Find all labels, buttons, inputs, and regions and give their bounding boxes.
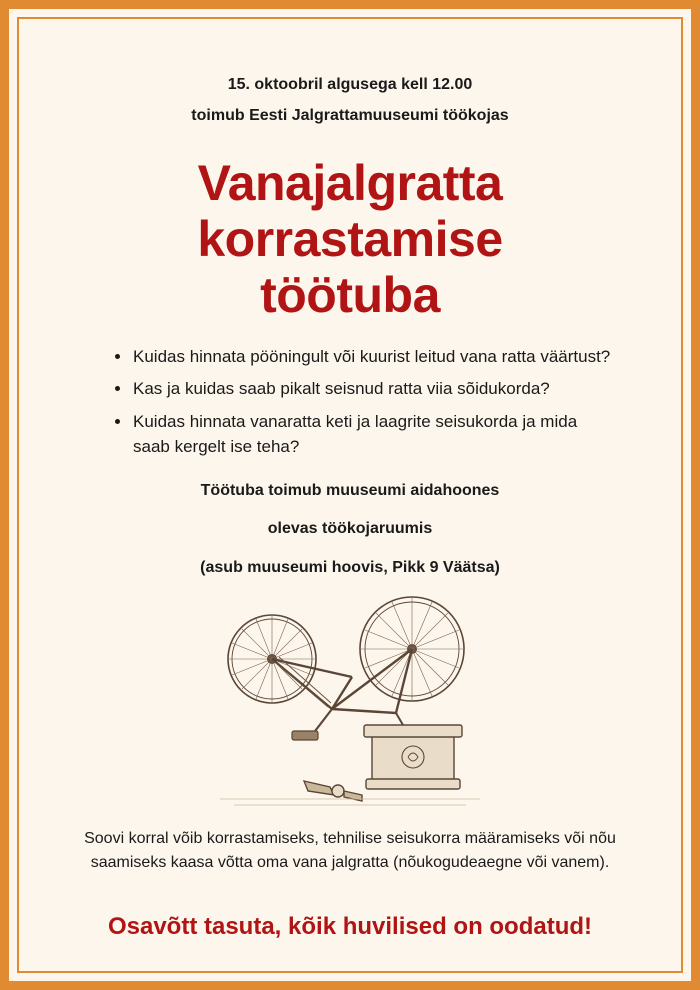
headline-line-1: Vanajalgratta	[197, 154, 503, 211]
event-date-time: 15. oktoobril algusega kell 12.00	[227, 76, 473, 93]
list-item: Kuidas hinnata vanaratta keti ja laagrite seisukorda ja mida saab kergelt ise teha?	[115, 410, 617, 459]
list-item: Kas ja kuidas saab pikalt seisnud ratta viia sõidukorda?	[115, 377, 617, 402]
venue-line-2: olevas töökojaruumis	[267, 520, 433, 538]
event-kicker	[191, 73, 508, 129]
closing-statement: Osavõtt tasuta, kõik huvilised on oodatud!	[107, 912, 593, 940]
headline-line-3: töötuba	[260, 266, 440, 323]
venue-line-1: Töötuba toimub muuseumi aidahoones	[200, 482, 500, 500]
page-title	[197, 155, 502, 323]
poster-inner-frame	[17, 17, 683, 973]
event-host: toimub Eesti Jalgrattamuuseumi töökojas	[191, 106, 509, 124]
venue-address: (asub muuseumi hoovis, Pikk 9 Väätsa)	[200, 558, 500, 576]
headline-line-2: korrastamise	[197, 210, 503, 267]
topics-list	[53, 345, 647, 468]
list-item: Kuidas hinnata pööningult või kuurist leitud vana ratta väärtust?	[115, 345, 617, 370]
upside-down-bicycle-on-stand-illustration	[200, 585, 500, 815]
venue-info	[200, 481, 500, 577]
bring-your-bike-note: Soovi korral võib korrastamiseks, tehnilise seisukorra määramiseks või nõu saamiseks kaasa võtta oma vana jalgratta (nõukogudeaegne või vanem).	[84, 829, 616, 871]
